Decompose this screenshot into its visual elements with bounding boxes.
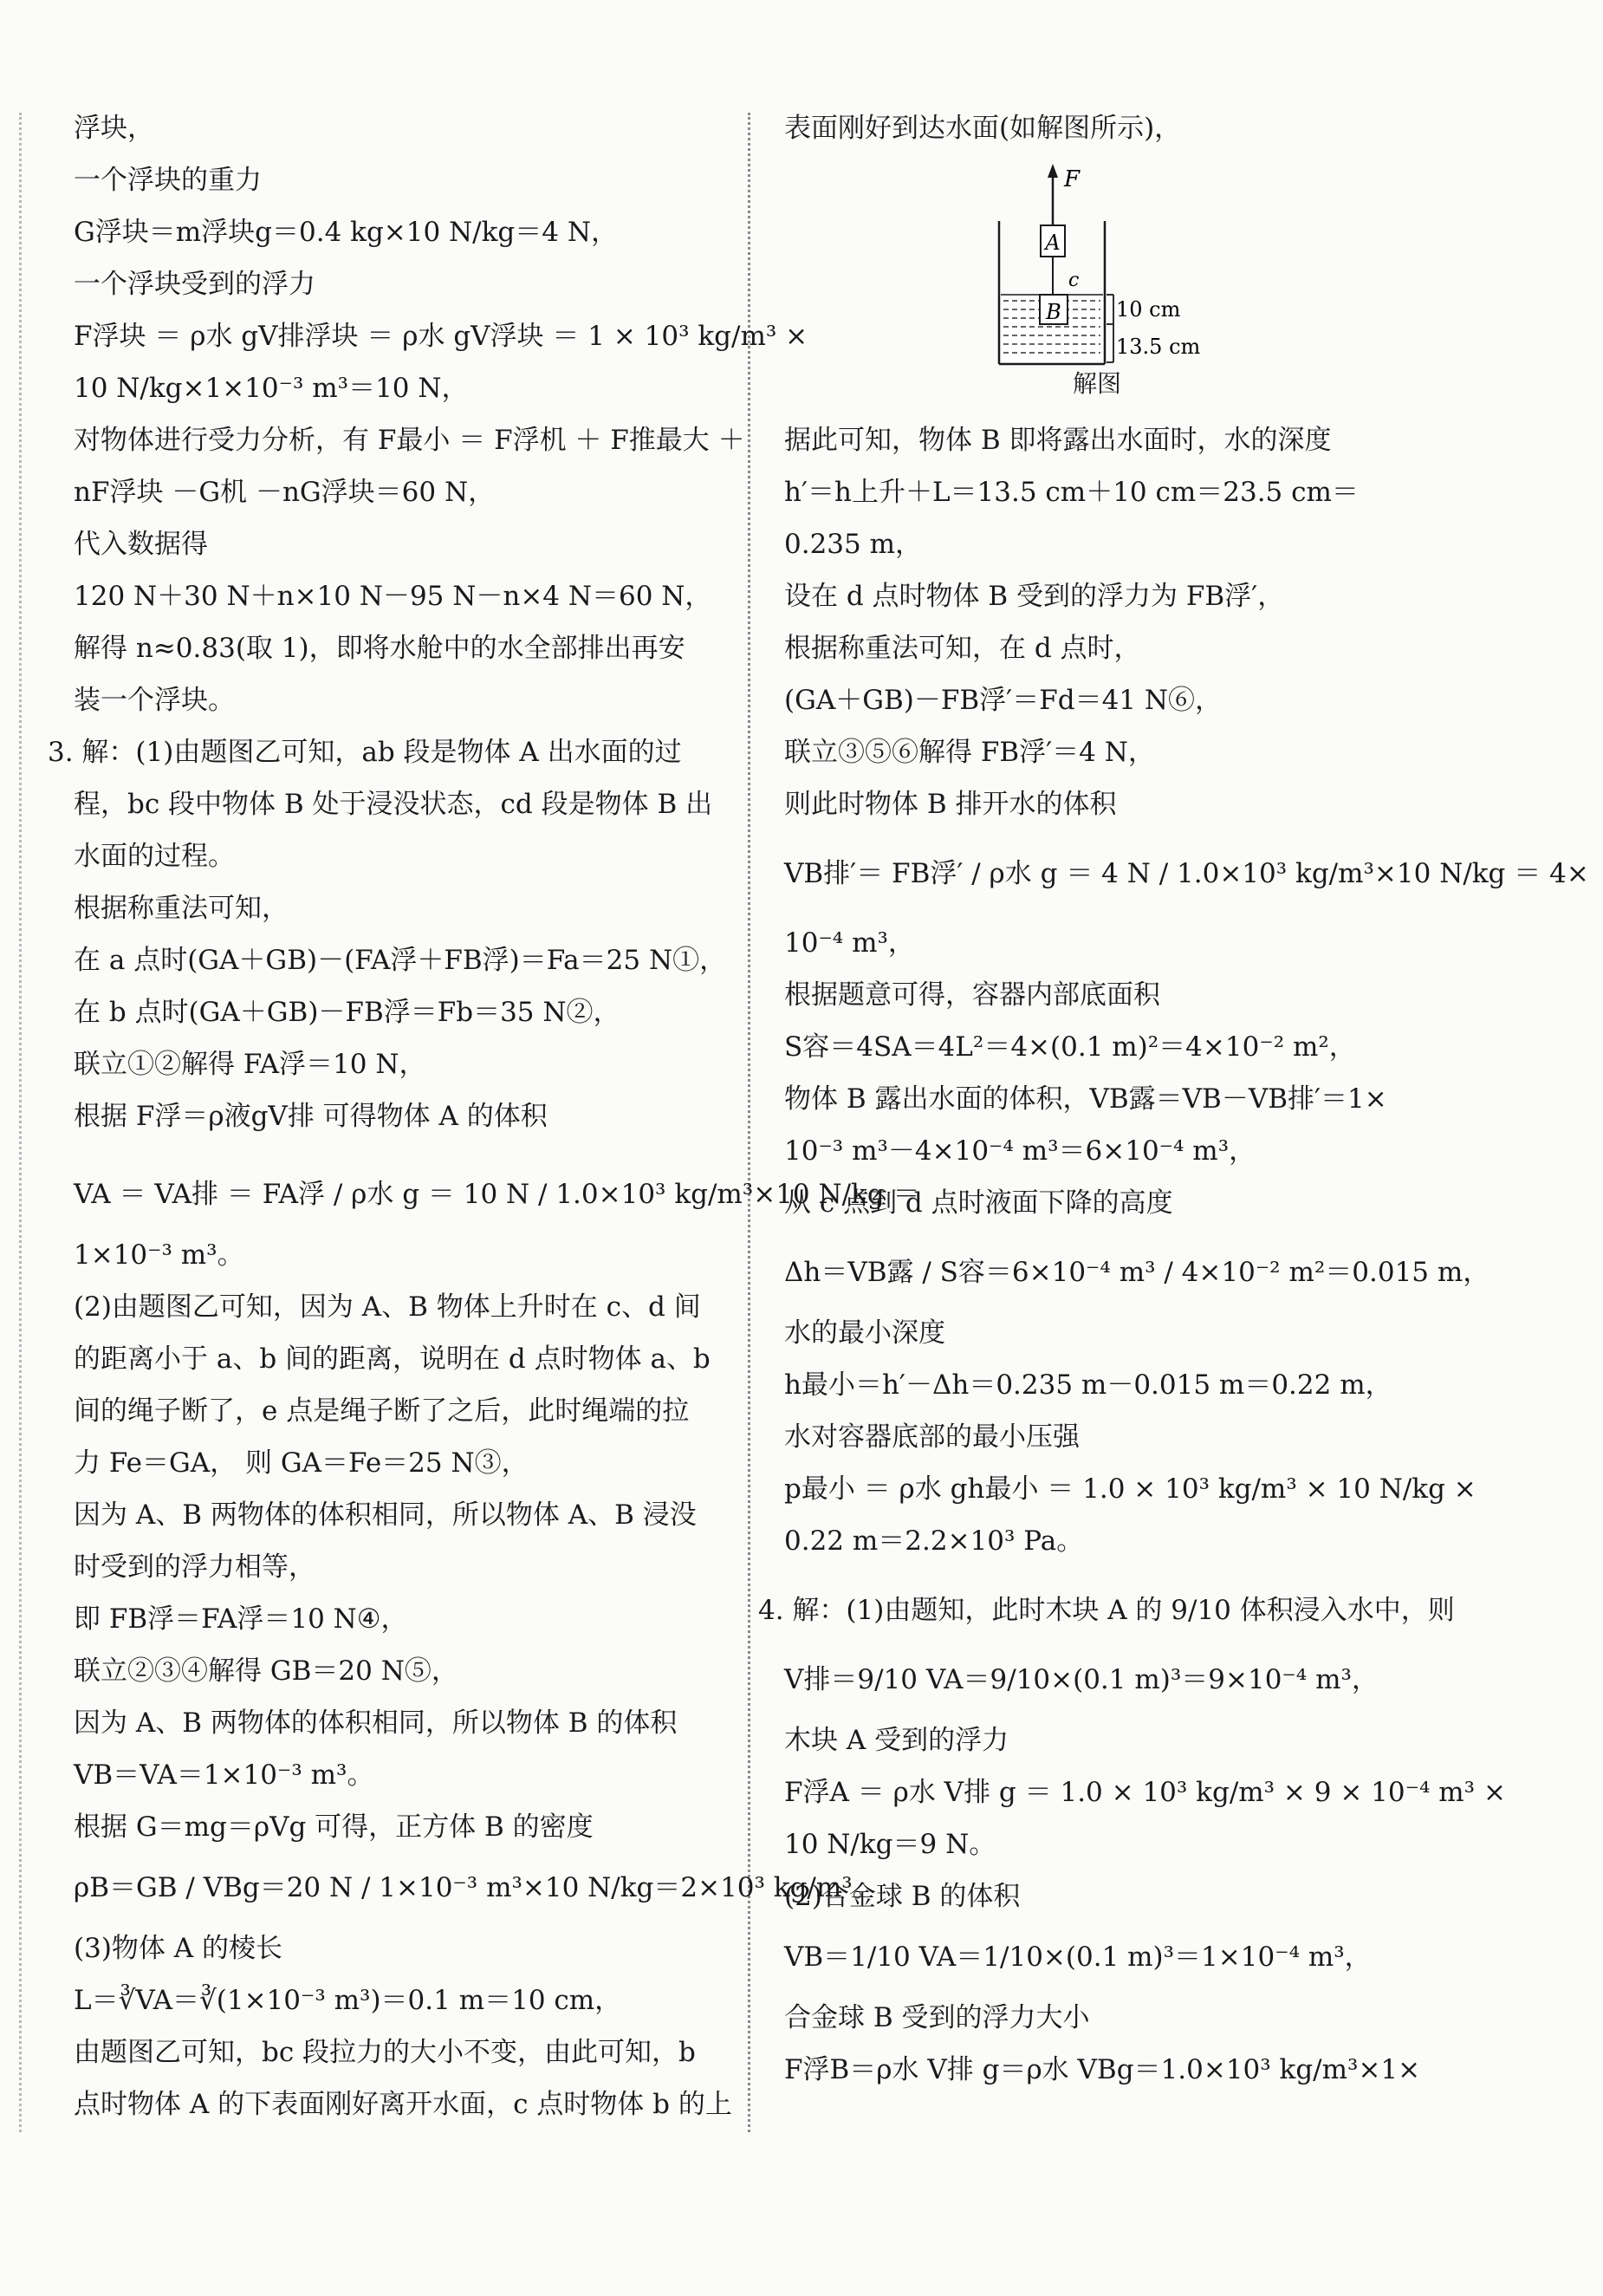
right-column-line: p最小 ＝ ρ水 gh最小 ＝ 1.0 × 10³ kg/m³ × 10 N/kg × [784, 1473, 1476, 1505]
left-column-line: 根据 F浮＝ρ液gV排 可得物体 A 的体积 [74, 1101, 548, 1132]
left-column-line: 120 N＋30 N＋n×10 N－95 N－n×4 N＝60 N， [74, 581, 712, 612]
right-column-line: VB排′＝ FB浮′ / ρ水 g ＝ 4 N / 1.0×10³ kg/m³×10 N/kg ＝ 4× [784, 858, 1589, 889]
right-column-line: 联立③⑤⑥解得 FB浮′＝4 N， [784, 737, 1155, 768]
left-column-line: 水面的过程。 [74, 841, 235, 872]
container-diagram [977, 160, 1237, 403]
right-column-line: S容＝4SA＝4L²＝4×(0.1 m)²＝4×10⁻² m²， [784, 1031, 1356, 1063]
right-column-line: VB＝1/10 VA＝1/10×(0.1 m)³＝1×10⁻⁴ m³， [784, 1942, 1372, 1973]
block-a-label: A [1045, 231, 1061, 255]
left-column-line: 浮块， [74, 113, 154, 144]
right-column-line: V排＝9/10 VA＝9/10×(0.1 m)³＝9×10⁻⁴ m³， [784, 1664, 1379, 1695]
right-column-line: 根据题意可得，容器内部底面积 [784, 979, 1160, 1011]
left-column-line: 联立①②解得 FA浮＝10 N， [74, 1049, 426, 1080]
right-column-line: 从 c 点到 d 点时液面下降的高度 [784, 1187, 1173, 1219]
left-column-line: ρB＝GB / VBg＝20 N / 1×10⁻³ m³×10 N/kg＝2×10³ kg/m³。 [74, 1872, 879, 1903]
left-column-line: 10 N/kg×1×10⁻³ m³＝10 N， [74, 373, 469, 404]
left-column-line: 装一个浮块。 [74, 685, 235, 716]
right-column-line: h最小＝h′－Δh＝0.235 m－0.015 m＝0.22 m， [784, 1369, 1392, 1401]
left-column-line: 联立②③④解得 GB＝20 N⑤， [74, 1655, 458, 1687]
column-divider [748, 113, 750, 2132]
right-column-line: 水的最小深度 [784, 1317, 945, 1349]
right-column-line: 物体 B 露出水面的体积，VB露＝VB－VB排′＝1× [784, 1083, 1387, 1115]
right-column-line: 水对容器底部的最小压强 [784, 1421, 1080, 1453]
right-column-line: 则此时物体 B 排开水的体积 [784, 789, 1117, 820]
right-column-line: 木块 A 受到的浮力 [784, 1725, 1009, 1756]
right-column-line: 表面刚好到达水面(如解图所示)， [784, 113, 1182, 144]
right-column-line: (GA＋GB)－FB浮′＝Fd＝41 N⑥， [784, 685, 1222, 716]
page-header-strip [0, 0, 1603, 35]
left-column-line: F浮块 ＝ ρ水 gV排浮块 ＝ ρ水 gV浮块 ＝ 1 × 10³ kg/m³ × [74, 321, 808, 352]
right-column-line: 合金球 B 受到的浮力大小 [784, 2002, 1090, 2033]
block-b-label: B [1046, 300, 1061, 324]
dimension-bracket [1107, 295, 1113, 362]
left-column-line: 代入数据得 [74, 529, 208, 560]
force-label: F [1064, 166, 1081, 192]
left-column-line: 一个浮块受到的浮力 [74, 269, 315, 300]
left-column-line: G浮块＝m浮块g＝0.4 kg×10 N/kg＝4 N， [74, 217, 618, 248]
right-column-line: 10⁻³ m³－4×10⁻⁴ m³＝6×10⁻⁴ m³， [784, 1135, 1256, 1167]
right-column-line: 0.22 m＝2.2×10³ Pa。 [784, 1525, 1084, 1557]
right-column-line: 4. 解：(1)由题知，此时木块 A 的 9/10 体积浸入水中，则 [758, 1595, 1455, 1626]
left-column-line: 时受到的浮力相等， [74, 1551, 315, 1583]
left-column-line: 即 FB浮＝FA浮＝10 N④， [74, 1603, 408, 1635]
right-column-line: 10⁻⁴ m³， [784, 927, 915, 959]
left-column-line: 力 Fe＝GA， 则 GA＝Fe＝25 N③， [74, 1447, 529, 1479]
right-column-line: 根据称重法可知，在 d 点时， [784, 633, 1141, 664]
right-column-line: (2)合金球 B 的体积 [784, 1881, 1021, 1912]
left-column-line: VA ＝ VA排 ＝ FA浮 / ρ水 g ＝ 10 N / 1.0×10³ kg/m³×10 N/kg ＝ [74, 1179, 920, 1210]
left-column-line: (3)物体 A 的棱长 [74, 1933, 283, 1964]
force-arrow [1048, 164, 1058, 225]
right-column-line: h′＝h上升＋L＝13.5 cm＋10 cm＝23.5 cm＝ [784, 477, 1359, 508]
left-column-line: 因为 A、B 两物体的体积相同，所以物体 A、B 浸没 [74, 1499, 697, 1531]
left-column-line: 因为 A、B 两物体的体积相同，所以物体 B 的体积 [74, 1707, 678, 1739]
left-column-line: 由题图乙可知，bc 段拉力的大小不变，由此可知，b [74, 2037, 696, 2068]
point-c-label: c [1068, 270, 1080, 291]
left-column-line: L＝∛VA＝∛(1×10⁻³ m³)＝0.1 m＝10 cm， [74, 1985, 622, 2016]
left-column-line: (2)由题图乙可知，因为 A、B 物体上升时在 c、d 间 [74, 1291, 701, 1323]
right-column-line: 据此可知，物体 B 即将露出水面时，水的深度 [784, 425, 1332, 456]
right-column-line: 10 N/kg＝9 N。 [784, 1829, 996, 1860]
right-column-line: 设在 d 点时物体 B 受到的浮力为 FB浮′， [784, 581, 1285, 612]
left-column-line: 一个浮块的重力 [74, 165, 262, 196]
figure-caption: 解图 [1073, 369, 1122, 398]
right-column-line: F浮B＝ρ水 V排 g＝ρ水 VBg＝1.0×10³ kg/m³×1× [784, 2054, 1421, 2085]
left-column-line: 的距离小于 a、b 间的距离，说明在 d 点时物体 a、b [74, 1343, 711, 1375]
left-column-line: 在 b 点时(GA＋GB)－FB浮＝Fb＝35 N②， [74, 997, 620, 1028]
right-column-line: 0.235 m， [784, 529, 922, 560]
left-column-line: 对物体进行受力分析，有 F最小 ＝ F浮机 ＋ F推最大 ＋ [74, 425, 745, 456]
left-column-line: 根据称重法可知， [74, 893, 289, 924]
right-column-line: Δh＝VB露 / S容＝6×10⁻⁴ m³ / 4×10⁻² m²＝0.015 m， [784, 1257, 1490, 1288]
left-column-line: 程，bc 段中物体 B 处于浸没状态，cd 段是物体 B 出 [74, 789, 713, 820]
left-column-line: VB＝VA＝1×10⁻³ m³。 [74, 1759, 374, 1791]
left-column-line: 间的绳子断了，e 点是绳子断了之后，此时绳端的拉 [74, 1395, 690, 1427]
dimension-13-5cm: 13.5 cm [1116, 335, 1201, 359]
left-column-line: 根据 G＝mg＝ρVg 可得，正方体 B 的密度 [74, 1811, 594, 1843]
left-column-line: 在 a 点时(GA＋GB)－(FA浮＋FB浮)＝Fa＝25 N①， [74, 945, 727, 976]
left-column-line: nF浮块 －G机 －nG浮块＝60 N， [74, 477, 496, 508]
left-column-line: 1×10⁻³ m³。 [74, 1239, 244, 1271]
right-column-line: F浮A ＝ ρ水 V排 g ＝ 1.0 × 10³ kg/m³ × 9 × 10⁻⁴ m³ × [784, 1777, 1506, 1808]
left-column-line: 3. 解：(1)由题图乙可知，ab 段是物体 A 出水面的过 [48, 737, 682, 768]
left-column-line: 解得 n≈0.83(取 1)，即将水舱中的水全部排出再安 [74, 633, 685, 664]
left-column-line: 点时物体 A 的下表面刚好离开水面，c 点时物体 b 的上 [74, 2089, 732, 2120]
left-margin-rule [19, 113, 22, 2132]
dimension-10cm: 10 cm [1116, 297, 1181, 322]
